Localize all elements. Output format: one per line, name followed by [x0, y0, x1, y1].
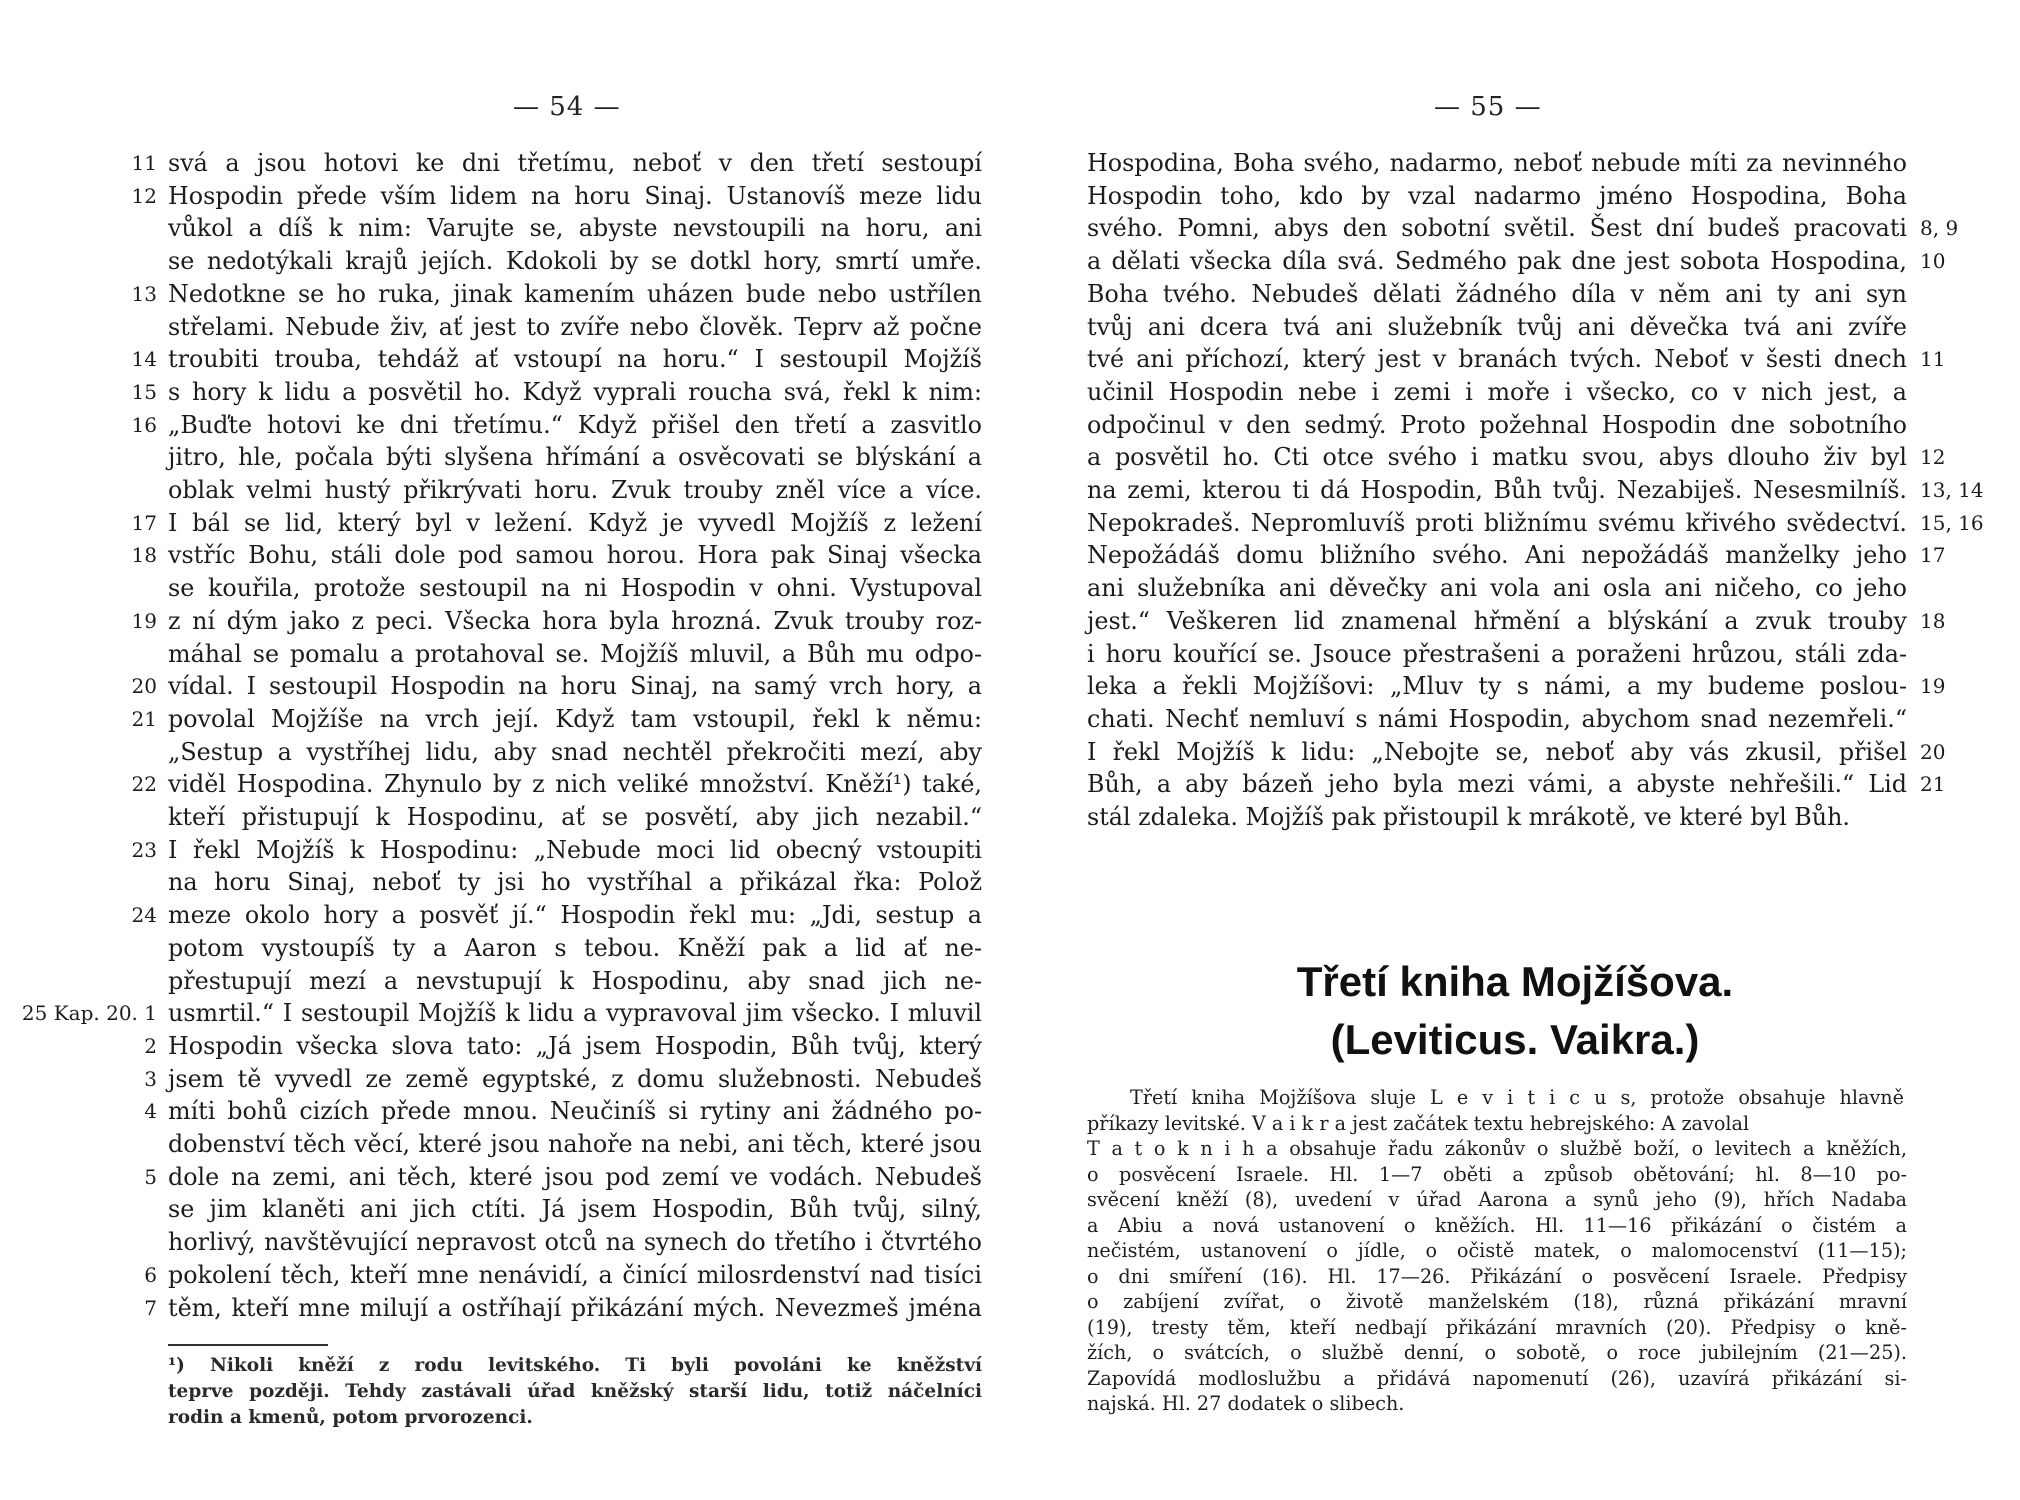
- text-line: vídal. I sestoupil Hospodin na horu Sinaj, na samý vrch hory, a: [168, 672, 982, 701]
- text-line: se nedotýkali krajů jejích. Kdokoli by se dotkl hory, smrtí umře.: [168, 247, 982, 276]
- text-line: odpočinul v den sedmý. Proto požehnal Hospodin dne sobotního: [1087, 410, 1907, 439]
- text-line: tvůj ani dcera tvá ani služebník tvůj ani děvečka tvá ani zvíře: [1087, 312, 1907, 341]
- text-line: kteří přistupují k Hospodinu, ať se posvětí, aby jich nezabil.“: [168, 803, 982, 831]
- intro-line: žích, o svátcích, o službě denní, o sobotě, o roce jubilejním (21—25).: [1087, 1341, 1907, 1364]
- text-line: jitro, hle, počala býti slyšena hřímání a osvěcovati se blýskání a: [168, 443, 982, 472]
- text-line: vůkol a díš k nim: Varujte se, abyste nevstoupili na horu, ani: [168, 214, 982, 243]
- text-line: „Sestup a vystříhej lidu, aby snad nechtěl překročiti mezí, aby: [168, 737, 982, 766]
- verse-number: 21: [131, 706, 157, 731]
- text-line: máhal se pomalu a protahoval se. Mojžíš mluvil, a Bůh mu odpo-: [168, 639, 982, 668]
- verse-number: 20: [131, 674, 157, 699]
- intro-line: svěcení kněží (8), uvedení v úřad Aarona a synů jeho (9), hřích Nadaba: [1087, 1188, 1907, 1211]
- verse-number: 3: [144, 1066, 157, 1091]
- verse-number: 12: [1920, 445, 1946, 470]
- intro-line: o posvěcení Israele. Hl. 1—7 oběti a způsob obětování; hl. 8—10 po-: [1087, 1162, 1907, 1186]
- intro-line: T a t o k n i h a obsahuje řadu zákonův o službě boží, o levitech a kněžích,: [1087, 1137, 1907, 1160]
- text-line: jest.“ Veškeren lid znamenal hřmění a blýskání a zvuk trouby: [1087, 606, 1907, 635]
- verse-number: 10: [1920, 249, 1946, 274]
- text-line: Bůh, a aby bázeň jeho byla mezi vámi, a abyste nehřešili.“ Lid: [1087, 770, 1907, 799]
- text-line: z ní dým jako z peci. Všecka hora byla hrozná. Zvuk trouby roz-: [168, 606, 982, 635]
- text-line: se jim klaněti ani jich ctíti. Já jsem Hospodin, Bůh tvůj, silný,: [168, 1195, 982, 1224]
- text-line: chati. Nechť nemluví s námi Hospodin, abychom snad nezemřeli.“: [1087, 704, 1907, 733]
- verse-number: 4: [144, 1099, 157, 1124]
- verse-number: 18: [1920, 608, 1946, 633]
- footnote-rule: [168, 1344, 328, 1346]
- footnote-line: rodin a kmenů, potom prvorozenci.: [168, 1407, 533, 1428]
- text-line: jsem tě vyvedl ze země egyptské, z domu služebnosti. Nebudeš: [168, 1064, 982, 1093]
- intro-line: (19), tresty těm, kteří nedbají přikázání mravních (20). Předpisy o kně-: [1087, 1315, 1907, 1339]
- verse-number: 16: [131, 412, 157, 437]
- text-line: i horu kouřící se. Jsouce přestrašeni a poraženi hrůzou, stáli zda-: [1087, 639, 1907, 668]
- text-line: Hospodin toho, kdo by vzal nadarmo jméno Hospodina, Boha: [1087, 181, 1907, 210]
- footnote-line: ¹) Nikoli kněží z rodu levitského. Ti byli povoláni ke kněžství: [168, 1355, 982, 1376]
- verse-number: 25 Kap. 20. 1: [21, 1001, 157, 1026]
- text-line: Nepokradeš. Nepromluvíš proti bližnímu svému křivého svědectví.: [1087, 508, 1907, 537]
- text-line: ani služebníka ani děvečky ani vola ani osla ani ničeho, co jeho: [1087, 574, 1907, 603]
- text-line: usmrtil.“ I sestoupil Mojžíš k lidu a vypravoval jim všecko. I mluvil: [168, 999, 982, 1028]
- text-line: na zemi, kterou ti dá Hospodin, Bůh tvůj. Nezabiješ. Nesesmilníš.: [1087, 476, 1907, 504]
- text-line: oblak velmi hustý přikrývati horu. Zvuk trouby zněl více a více.: [168, 476, 982, 504]
- text-line: potom vystoupíš ty a Aaron s tebou. Kněží pak a lid ať ne-: [168, 933, 982, 962]
- verse-number: 15: [131, 379, 157, 404]
- text-line: „Buďte hotovi ke dni třetímu.“ Když přišel den třetí a zasvitlo: [168, 410, 982, 439]
- text-line: Hospodin přede vším lidem na horu Sinaj. Ustanovíš meze lidu: [168, 181, 982, 210]
- verse-number: 5: [144, 1164, 157, 1189]
- text-line: se kouřila, protože sestoupil na ni Hospodin v ohni. Vystupoval: [168, 574, 982, 603]
- intro-line: příkazy levitské. V a i k r a jest začátek textu hebrejského: A zavolal: [1087, 1111, 1750, 1135]
- intro-line: o dni smíření (16). Hl. 17—26. Přikázání o posvěcení Israele. Předpisy: [1087, 1264, 1907, 1288]
- book-subtitle: (Leviticus. Vaikra.): [1330, 1016, 1700, 1063]
- verse-number: 7: [144, 1295, 157, 1320]
- intro-line: nečistém, ustanovení o jídle, o očistě matek, o malomocenství (11—15);: [1087, 1239, 1907, 1262]
- verse-number: 19: [1920, 674, 1946, 699]
- text-line: míti bohů cizích přede mnou. Neučiníš si rytiny ani žádného po-: [168, 1097, 982, 1126]
- text-line: svá a jsou hotovi ke dni třetímu, neboť v den třetí sestoupí: [168, 149, 982, 177]
- verse-number: 22: [131, 772, 157, 797]
- text-line: meze okolo hory a posvěť jí.“ Hospodin řekl mu: „Jdi, sestup a: [168, 901, 982, 930]
- text-line: stál zdaleka. Mojžíš pak přistoupil k mrákotě, ve které byl Bůh.: [1087, 803, 1850, 831]
- verse-number: 12: [131, 183, 157, 208]
- verse-number: 13, 14: [1920, 478, 1984, 502]
- intro-line: Zapovídá modloslužbu a přidává napomenutí (26), uzavírá přikázání si-: [1087, 1366, 1907, 1390]
- verse-number: 11: [1920, 347, 1946, 372]
- verse-number: 24: [131, 903, 157, 928]
- page-number: — 54 —: [513, 92, 621, 122]
- verse-number: 19: [131, 608, 157, 633]
- page-number: — 55 —: [1434, 92, 1542, 122]
- text-line: Hospodina, Boha svého, nadarmo, neboť nebude míti za nevinného: [1087, 149, 1907, 177]
- text-line: horlivý, navštěvující nepravost otců na synech do třetího i čtvrtého: [168, 1228, 982, 1257]
- verse-number: 13: [131, 281, 157, 306]
- intro-line: Třetí kniha Mojžíšova sluje L e v i t i c u s, protože obsahuje hlavně: [1130, 1086, 1904, 1109]
- text-line: dole na zemi, ani těch, které jsou pod zemí ve vodách. Nebudeš: [168, 1162, 982, 1191]
- footnote-line: teprve později. Tehdy zastávali úřad kněžský starší lidu, totiž náčelníci: [168, 1381, 982, 1402]
- text-line: povolal Mojžíše na vrch její. Když tam vstoupil, řekl k němu:: [168, 704, 982, 733]
- verse-number: 17: [131, 510, 157, 535]
- verse-number: 11: [131, 151, 157, 175]
- text-line: svého. Pomni, abys den sobotní světil. Šest dní budeš pracovati: [1087, 214, 1907, 243]
- text-line: přestupují mezí a nevstupují k Hospodinu, aby snad jich ne-: [168, 966, 982, 995]
- verse-number: 21: [1920, 772, 1946, 797]
- text-line: I bál se lid, který byl v ležení. Když je vyvedl Mojžíš z ležení: [168, 508, 982, 537]
- text-line: vstříc Bohu, stáli dole pod samou horou. Hora pak Sinaj všecka: [168, 541, 982, 570]
- verse-number: 17: [1920, 543, 1946, 568]
- text-line: dobenství těch věcí, které jsou nahoře na nebi, ani těch, které jsou: [168, 1130, 982, 1158]
- intro-line: najská. Hl. 27 dodatek o slibech.: [1087, 1392, 1405, 1415]
- text-line: a posvětil ho. Cti otce svého i matku svou, abys dlouho živ byl: [1087, 443, 1907, 472]
- verse-number: 8, 9: [1920, 216, 1959, 241]
- text-line: na horu Sinaj, neboť ty jsi ho vystříhal a přikázal řka: Polož: [168, 868, 982, 897]
- text-line: Nepožádáš domu bližního svého. Ani nepožádáš manželky jeho: [1087, 541, 1907, 570]
- text-line: leka a řekli Mojžíšovi: „Mluv ty s námi, a my budeme poslou-: [1087, 672, 1907, 701]
- text-line: pokolení těch, kteří mne nenávidí, a činící milosrdenství nad tisíci: [168, 1260, 982, 1289]
- verse-number: 15, 16: [1920, 510, 1984, 535]
- text-line: Hospodin všecka slova tato: „Já jsem Hospodin, Bůh tvůj, který: [168, 1031, 982, 1060]
- verse-number: 6: [144, 1262, 157, 1287]
- book-title: Třetí kniha Mojžíšova.: [1296, 958, 1734, 1005]
- intro-line: a Abiu a nová ustanovení o kněžích. Hl. 11—16 přikázání o čistém a: [1087, 1213, 1907, 1237]
- text-line: Boha tvého. Nebudeš dělati žádného díla v něm ani ty ani syn: [1087, 279, 1907, 308]
- text-line: viděl Hospodina. Zhynulo by z nich veliké množství. Kněží¹) také,: [168, 770, 982, 799]
- verse-number: 23: [131, 837, 157, 862]
- text-line: troubiti trouba, tehdáž ať vstoupí na horu.“ I sestoupil Mojžíš: [168, 345, 982, 374]
- text-line: a dělati všecka díla svá. Sedmého pak dne jest sobota Hospodina,: [1087, 247, 1907, 276]
- text-line: učinil Hospodin nebe i zemi i moře i všecko, co v nich jest, a: [1087, 377, 1907, 406]
- text-line: I řekl Mojžíš k Hospodinu: „Nebude moci lid obecný vstoupiti: [168, 835, 982, 864]
- text-line: s hory k lidu a posvětil ho. Když vyprali roucha svá, řekl k nim:: [168, 377, 982, 406]
- verse-number: 20: [1920, 739, 1946, 764]
- verse-number: 14: [131, 347, 157, 372]
- verse-number: 18: [131, 543, 157, 568]
- text-line: tvé ani příchozí, který jest v branách tvých. Neboť v šesti dnech: [1087, 345, 1907, 374]
- text-line: těm, kteří mne milují a ostříhají přikázání mých. Nevezmeš jména: [168, 1293, 982, 1322]
- text-line: I řekl Mojžíš k lidu: „Nebojte se, neboť aby vás zkusil, přišel: [1087, 737, 1907, 766]
- verse-number: 2: [144, 1033, 157, 1058]
- intro-line: o zabíjení zvířat, o životě manželském (18), různá přikázání mravní: [1087, 1290, 1907, 1313]
- text-line: Nedotkne se ho ruka, jinak kamením uházen bude nebo ustřílen: [168, 279, 982, 308]
- text-line: střelami. Nebude živ, ať jest to zvíře nebo člověk. Teprv až počne: [168, 312, 982, 341]
